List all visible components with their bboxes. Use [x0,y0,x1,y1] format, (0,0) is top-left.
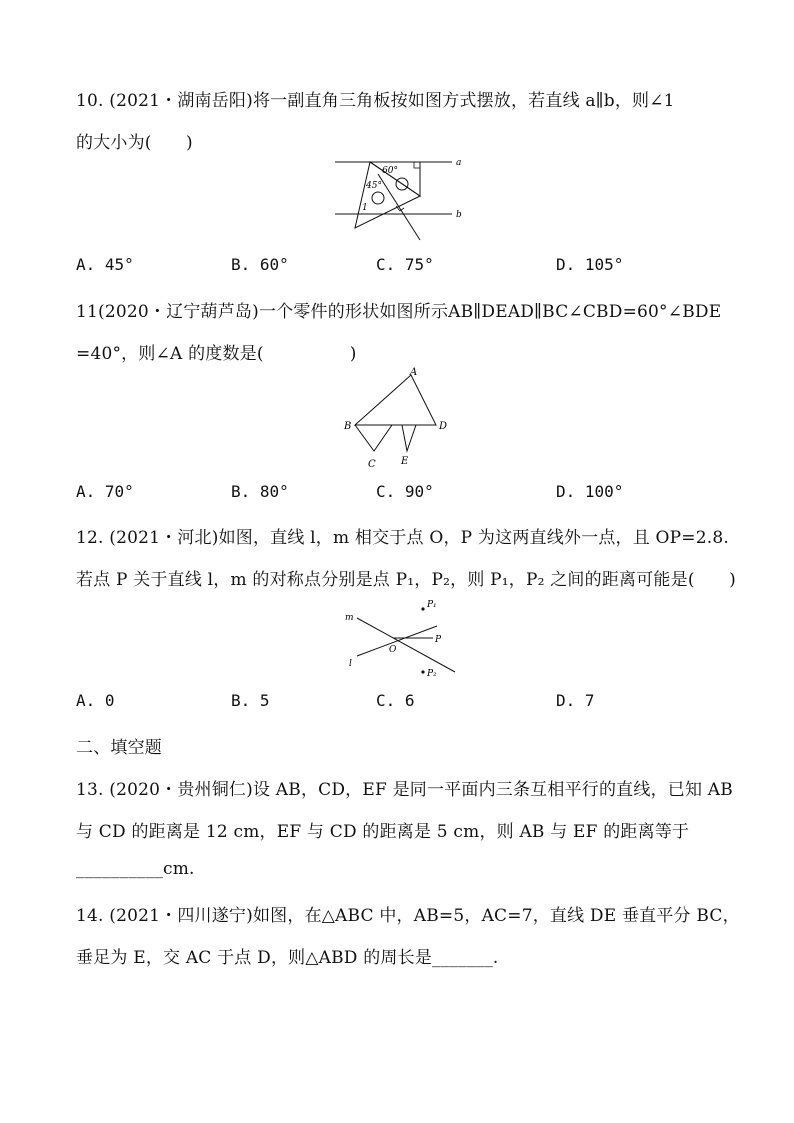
label-P2: P₂ [427,669,437,679]
q10-option-c[interactable]: C. 75° [376,255,434,274]
q10-option-b[interactable]: B. 60° [231,255,289,274]
label-P1: P₁ [427,600,437,610]
label-C: C [368,459,376,470]
q13-line-1: 13. (2020・贵州铜仁)设 AB，CD，EF 是同一平面内三条互相平行的直线，已知 AB [76,780,733,800]
q14-line-2: 垂足为 E，交 AC 于点 D，则△ABD 的周长是_______. [76,948,499,968]
q12-option-d[interactable]: D. 7 [556,691,595,710]
q12-line-2: 若点 P 关于直线 l，m 的对称点分别是点 P₁，P₂，则 P₁，P₂ 之间的距离可能是( ) [76,570,736,590]
q10-option-a[interactable]: A. 45° [76,255,134,274]
label-D: D [439,421,448,432]
label-m: m [345,613,354,623]
q10-option-d[interactable]: D. 105° [556,255,624,274]
label-45: 45° [366,181,382,191]
label-l: l [349,659,352,669]
label-b: b [456,210,462,220]
q11-line-1: 11(2020・辽宁葫芦岛)一个零件的形状如图所示AB∥DEAD∥BC∠CBD=60°∠BDE [76,302,722,322]
q13-answer-blank[interactable]: __________cm. [76,859,195,879]
label-angle-1: 1 [362,203,368,213]
q12-figure [335,596,465,684]
q12-line-1: 12. (2021・河北)如图，直线 l，m 相交于点 O，P 为这两直线外一点，且 OP=2.8. [76,528,729,548]
q11-options [76,482,716,504]
q11-option-c[interactable]: C. 90° [376,482,434,501]
section-title: 二、填空题 [76,738,162,758]
q12-option-c[interactable]: C. 6 [376,691,415,710]
q11-option-d[interactable]: D. 100° [556,482,624,501]
q11-line-2: =40°，则∠A 的度数是( ) [76,344,357,364]
q10-line-2: 的大小为( ) [76,133,193,153]
q13-line-2: 与 CD 的距离是 12 cm，EF 与 CD 的距离是 5 cm，则 AB 与 EF 的距离等于 [76,822,690,842]
q11-option-b[interactable]: B. 80° [231,482,289,501]
q14-line-1: 14. (2021・四川遂宁)如图，在△ABC 中，AB=5，AC=7，直线 DE 垂直平分 BC， [76,906,740,926]
q12-option-a[interactable]: A. 0 [76,691,115,710]
q12-option-b[interactable]: B. 5 [231,691,270,710]
q11-option-a[interactable]: A. 70° [76,482,134,501]
line-l [357,626,437,656]
label-a: a [456,158,462,168]
label-A: A [410,367,418,378]
label-E: E [401,456,409,467]
label-60: 60° [382,166,398,176]
q12-options [76,691,716,713]
q10-figure [330,152,470,242]
label-O: O [389,645,397,655]
label-B: B [344,421,352,432]
line-m [357,618,455,672]
q10-line-1: 10. (2021・湖南岳阳)将一副直角三角板按如图方式摆放，若直线 a∥b，则∠1 [76,91,675,111]
q10-options [76,255,716,277]
q11-figure [340,365,460,475]
label-P: P [435,635,442,645]
